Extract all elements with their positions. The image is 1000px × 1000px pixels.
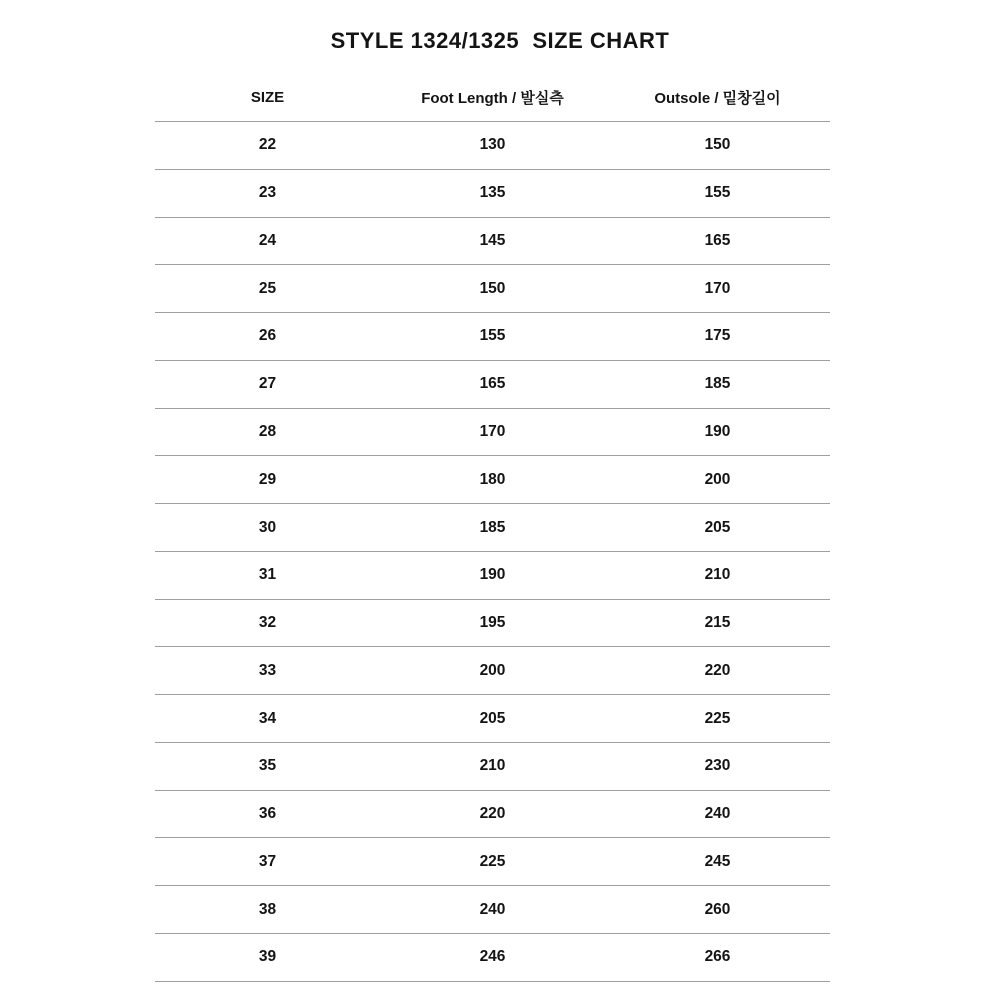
column-header-outsole: Outsole / 밑창길이 xyxy=(654,90,781,107)
size-cell: 33 xyxy=(258,661,277,679)
outsole-cell: 190 xyxy=(704,422,731,440)
foot-length-cell: 165 xyxy=(479,375,506,393)
outsole-cell: 170 xyxy=(704,279,731,297)
foot-length-cell: 130 xyxy=(479,136,506,154)
foot-length-cell: 225 xyxy=(479,852,506,870)
foot-length-cell: 145 xyxy=(479,231,506,249)
table-header-row xyxy=(155,74,830,122)
size-cell: 28 xyxy=(258,422,277,440)
size-cell: 26 xyxy=(258,327,277,345)
size-cell: 30 xyxy=(258,518,277,536)
size-cell: 31 xyxy=(258,566,277,584)
outsole-cell: 230 xyxy=(704,757,731,775)
column-header-foot-length: Foot Length / 발실측 xyxy=(421,90,564,107)
size-cell: 32 xyxy=(258,614,277,632)
outsole-cell: 266 xyxy=(704,948,731,966)
table-row xyxy=(155,122,830,170)
table-row xyxy=(155,361,830,409)
size-cell: 22 xyxy=(258,136,277,154)
foot-length-cell: 150 xyxy=(479,279,506,297)
outsole-cell: 215 xyxy=(704,614,731,632)
page-title: STYLE 1324/1325 SIZE CHART xyxy=(330,28,670,53)
foot-length-cell: 155 xyxy=(479,327,506,345)
size-cell: 24 xyxy=(258,231,277,249)
outsole-cell: 225 xyxy=(704,709,731,727)
size-cell: 38 xyxy=(258,900,277,918)
foot-length-cell: 135 xyxy=(479,184,506,202)
foot-length-cell: 170 xyxy=(479,422,506,440)
outsole-cell: 165 xyxy=(704,231,731,249)
foot-length-cell: 205 xyxy=(479,709,506,727)
foot-length-cell: 180 xyxy=(479,470,506,488)
table-row xyxy=(155,265,830,313)
outsole-cell: 205 xyxy=(704,518,731,536)
size-chart-table xyxy=(155,74,830,982)
size-cell: 23 xyxy=(258,184,277,202)
outsole-cell: 210 xyxy=(704,566,731,584)
outsole-cell: 155 xyxy=(704,184,731,202)
table-row xyxy=(155,456,830,504)
foot-length-cell: 195 xyxy=(479,614,506,632)
outsole-cell: 220 xyxy=(704,661,731,679)
table-row xyxy=(155,838,830,886)
foot-length-cell: 200 xyxy=(479,661,506,679)
size-cell: 37 xyxy=(258,852,277,870)
column-header-size: SIZE xyxy=(250,89,285,106)
foot-length-cell: 185 xyxy=(479,518,506,536)
table-row xyxy=(155,170,830,218)
table-row xyxy=(155,600,830,648)
table-row xyxy=(155,218,830,266)
size-cell: 29 xyxy=(258,470,277,488)
table-row xyxy=(155,743,830,791)
table-row xyxy=(155,695,830,743)
foot-length-cell: 190 xyxy=(479,566,506,584)
outsole-cell: 245 xyxy=(704,852,731,870)
size-cell: 36 xyxy=(258,805,277,823)
outsole-cell: 200 xyxy=(704,470,731,488)
size-cell: 39 xyxy=(258,948,277,966)
table-row xyxy=(155,886,830,934)
table-row xyxy=(155,934,830,982)
table-row xyxy=(155,647,830,695)
foot-length-cell: 210 xyxy=(479,757,506,775)
table-row xyxy=(155,552,830,600)
table-body xyxy=(155,122,830,982)
outsole-cell: 260 xyxy=(704,900,731,918)
table-row xyxy=(155,791,830,839)
size-cell: 34 xyxy=(258,709,277,727)
outsole-cell: 185 xyxy=(704,375,731,393)
outsole-cell: 175 xyxy=(704,327,731,345)
table-row xyxy=(155,409,830,457)
foot-length-cell: 220 xyxy=(479,805,506,823)
outsole-cell: 150 xyxy=(704,136,731,154)
size-cell: 25 xyxy=(258,279,277,297)
size-cell: 35 xyxy=(258,757,277,775)
foot-length-cell: 240 xyxy=(479,900,506,918)
foot-length-cell: 246 xyxy=(479,948,506,966)
size-cell: 27 xyxy=(258,375,277,393)
outsole-cell: 240 xyxy=(704,805,731,823)
table-row xyxy=(155,313,830,361)
table-row xyxy=(155,504,830,552)
